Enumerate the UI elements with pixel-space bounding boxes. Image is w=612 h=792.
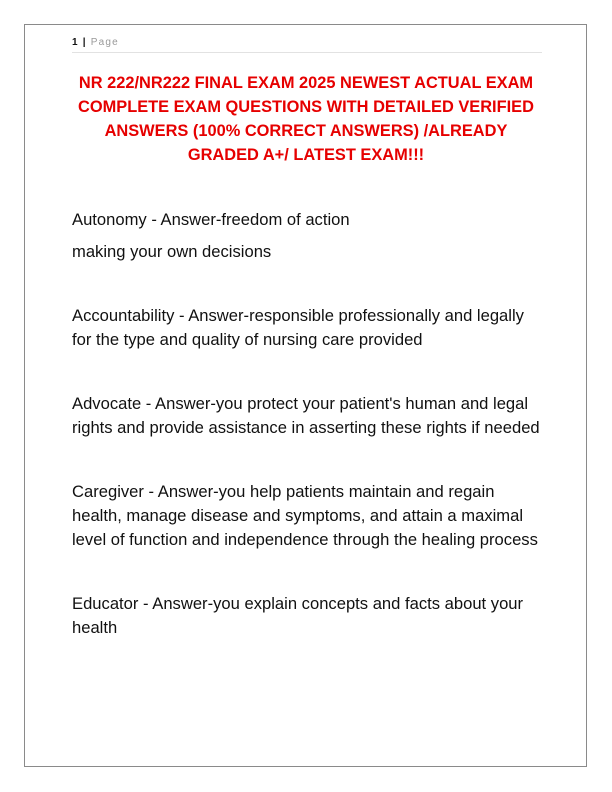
page-number: 1	[72, 37, 79, 48]
qa-entry-text: Autonomy - Answer-freedom of action	[72, 210, 350, 229]
qa-entry-text: Advocate - Answer-you protect your patient's human and legal rights and provide assistance in asserting these rights if needed	[72, 394, 540, 437]
page-header	[72, 36, 542, 53]
page-separator: |	[82, 37, 87, 48]
qa-entry-autonomy	[72, 208, 542, 264]
qa-entry-text: Accountability - Answer-responsible professionally and legally for the type and quality of nursing care provided	[72, 306, 524, 349]
page-label: Page	[90, 37, 119, 48]
qa-entry-educator	[72, 592, 542, 640]
document-title: NR 222/NR222 FINAL EXAM 2025 NEWEST ACTUAL EXAM COMPLETE EXAM QUESTIONS WITH DETAILED VERIFIED ANSWERS (100% CORRECT ANSWERS) /ALREADY GRADED A+/ LATEST EXAM!!!	[78, 74, 534, 164]
qa-list	[72, 208, 542, 640]
qa-entry-advocate	[72, 392, 542, 440]
qa-entry-accountability	[72, 304, 542, 352]
qa-entry-text: Caregiver - Answer-you help patients maintain and regain health, manage disease and symptoms, and attain a maximal level of function and independence through the healing process	[72, 482, 538, 549]
qa-entry-caregiver	[72, 480, 542, 552]
qa-entry-text: Educator - Answer-you explain concepts and facts about your health	[72, 594, 524, 637]
qa-entry-text-continued: making your own decisions	[72, 242, 272, 261]
